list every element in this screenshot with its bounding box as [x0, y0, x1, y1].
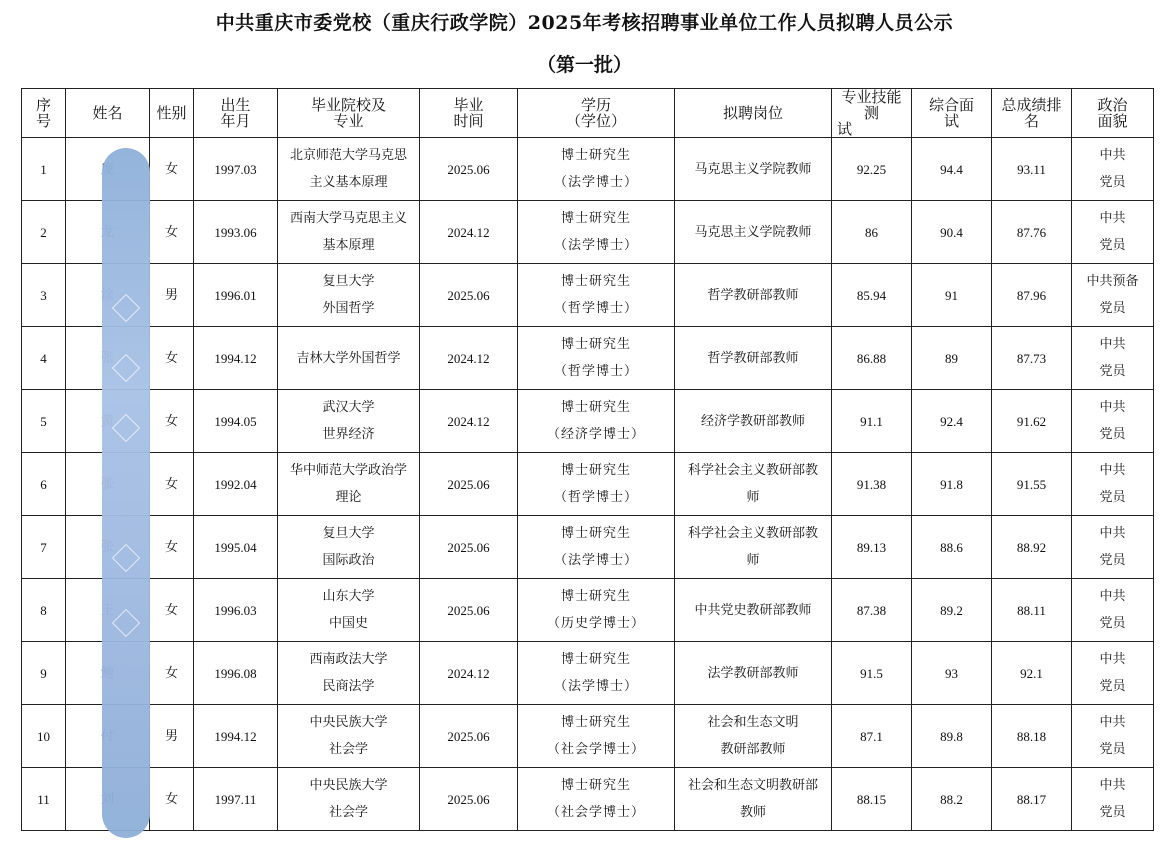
cell-school: 武汉大学 世界经济 — [278, 390, 420, 453]
table-row — [22, 327, 1154, 390]
header-school: 毕业院校及 专业 — [278, 89, 420, 138]
cell-no: 7 — [22, 516, 66, 579]
cell-post: 科学社会主义教研部教 师 — [675, 453, 832, 516]
cell-grad: 2025.06 — [420, 264, 518, 327]
cell-grad: 2025.06 — [420, 768, 518, 831]
cell-no: 6 — [22, 453, 66, 516]
cell-school: 中央民族大学 社会学 — [278, 768, 420, 831]
cell-total: 88.92 — [992, 516, 1072, 579]
cell-interview: 93 — [912, 642, 992, 705]
cell-birth: 1995.04 — [194, 516, 278, 579]
cell-politics: 中共 党员 — [1072, 642, 1154, 705]
blur-pattern-mark — [112, 354, 140, 382]
cell-skill: 87.38 — [832, 579, 912, 642]
cell-total: 87.96 — [992, 264, 1072, 327]
cell-grad: 2024.12 — [420, 201, 518, 264]
cell-birth: 1997.03 — [194, 138, 278, 201]
cell-school: 吉林大学外国哲学 — [278, 327, 420, 390]
cell-gender: 女 — [150, 768, 194, 831]
table-row — [22, 453, 1154, 516]
cell-birth: 1997.11 — [194, 768, 278, 831]
cell-no: 5 — [22, 390, 66, 453]
table-row — [22, 516, 1154, 579]
cell-skill: 88.15 — [832, 768, 912, 831]
cell-post: 哲学教研部教师 — [675, 327, 832, 390]
cell-skill: 91.38 — [832, 453, 912, 516]
cell-gender: 女 — [150, 516, 194, 579]
cell-post: 马克思主义学院教师 — [675, 201, 832, 264]
cell-total: 91.55 — [992, 453, 1072, 516]
cell-skill: 86 — [832, 201, 912, 264]
cell-gender: 女 — [150, 138, 194, 201]
cell-total: 87.73 — [992, 327, 1072, 390]
cell-post: 哲学教研部教师 — [675, 264, 832, 327]
name-redaction-blur — [102, 148, 150, 838]
table-row — [22, 138, 1154, 201]
cell-post: 社会和生态文明 教研部教师 — [675, 705, 832, 768]
cell-birth: 1994.05 — [194, 390, 278, 453]
table-row — [22, 579, 1154, 642]
cell-total: 87.76 — [992, 201, 1072, 264]
cell-birth: 1996.03 — [194, 579, 278, 642]
cell-no: 11 — [22, 768, 66, 831]
cell-no: 10 — [22, 705, 66, 768]
cell-degree: 博士研究生 （法学博士） — [518, 201, 675, 264]
cell-gender: 男 — [150, 264, 194, 327]
cell-no: 1 — [22, 138, 66, 201]
cell-skill: 87.1 — [832, 705, 912, 768]
page-title: 中共重庆市委党校（重庆行政学院）2025年考核招聘事业单位工作人员拟聘人员公示 — [215, 12, 954, 34]
cell-grad: 2024.12 — [420, 642, 518, 705]
cell-total: 91.62 — [992, 390, 1072, 453]
cell-grad: 2025.06 — [420, 579, 518, 642]
table-row — [22, 390, 1154, 453]
cell-post: 法学教研部教师 — [675, 642, 832, 705]
cell-interview: 89.2 — [912, 579, 992, 642]
cell-degree: 博士研究生 （社会学博士） — [518, 768, 675, 831]
cell-skill: 85.94 — [832, 264, 912, 327]
cell-interview: 89.8 — [912, 705, 992, 768]
table-row — [22, 642, 1154, 705]
cell-post: 中共党史教研部教师 — [675, 579, 832, 642]
table-row — [22, 768, 1154, 831]
cell-gender: 女 — [150, 390, 194, 453]
cell-interview: 88.2 — [912, 768, 992, 831]
cell-politics: 中共 党员 — [1072, 516, 1154, 579]
cell-degree: 博士研究生 （哲学博士） — [518, 453, 675, 516]
cell-gender: 女 — [150, 327, 194, 390]
cell-grad: 2024.12 — [420, 390, 518, 453]
cell-grad: 2025.06 — [420, 516, 518, 579]
cell-no: 2 — [22, 201, 66, 264]
cell-politics: 中共 党员 — [1072, 390, 1154, 453]
cell-skill: 91.1 — [832, 390, 912, 453]
cell-no: 8 — [22, 579, 66, 642]
cell-degree: 博士研究生 （法学博士） — [518, 642, 675, 705]
cell-birth: 1994.12 — [194, 705, 278, 768]
cell-grad: 2025.06 — [420, 138, 518, 201]
cell-interview: 94.4 — [912, 138, 992, 201]
cell-politics: 中共 党员 — [1072, 327, 1154, 390]
cell-skill: 91.5 — [832, 642, 912, 705]
cell-total: 88.11 — [992, 579, 1072, 642]
header-birth: 出生 年月 — [194, 89, 278, 138]
blur-pattern-mark — [112, 609, 140, 637]
cell-interview: 88.6 — [912, 516, 992, 579]
cell-degree: 博士研究生 （经济学博士） — [518, 390, 675, 453]
header-politics: 政治 面貌 — [1072, 89, 1154, 138]
cell-post: 社会和生态文明教研部 教师 — [675, 768, 832, 831]
cell-interview: 91 — [912, 264, 992, 327]
cell-politics: 中共 党员 — [1072, 579, 1154, 642]
cell-post: 马克思主义学院教师 — [675, 138, 832, 201]
cell-school: 西南政法大学 民商法学 — [278, 642, 420, 705]
cell-degree: 博士研究生 （法学博士） — [518, 516, 675, 579]
page-subtitle: （第一批） — [536, 54, 632, 76]
cell-total: 88.17 — [992, 768, 1072, 831]
cell-gender: 女 — [150, 642, 194, 705]
cell-interview: 90.4 — [912, 201, 992, 264]
cell-politics: 中共 党员 — [1072, 705, 1154, 768]
cell-school: 复旦大学 外国哲学 — [278, 264, 420, 327]
cell-gender: 女 — [150, 453, 194, 516]
cell-interview: 92.4 — [912, 390, 992, 453]
table-row — [22, 705, 1154, 768]
cell-politics: 中共预备 党员 — [1072, 264, 1154, 327]
blur-pattern-mark — [112, 544, 140, 572]
cell-skill: 86.88 — [832, 327, 912, 390]
cell-politics: 中共 党员 — [1072, 453, 1154, 516]
cell-no: 3 — [22, 264, 66, 327]
header-name: 姓名 — [66, 89, 150, 138]
cell-interview: 89 — [912, 327, 992, 390]
candidates-table — [21, 88, 1154, 831]
cell-school: 华中师范大学政治学 理论 — [278, 453, 420, 516]
blur-pattern-mark — [112, 414, 140, 442]
cell-degree: 博士研究生 （法学博士） — [518, 138, 675, 201]
table-row — [22, 201, 1154, 264]
cell-gender: 女 — [150, 579, 194, 642]
header-rank: 总成绩排 名 — [992, 89, 1072, 138]
cell-birth: 1996.08 — [194, 642, 278, 705]
header-gender: 性别 — [150, 89, 194, 138]
cell-total: 93.11 — [992, 138, 1072, 201]
cell-degree: 博士研究生 （哲学博士） — [518, 327, 675, 390]
header-degree: 学历 （学位） — [518, 89, 675, 138]
header-no: 序 号 — [22, 89, 66, 138]
cell-birth: 1992.04 — [194, 453, 278, 516]
cell-no: 4 — [22, 327, 66, 390]
header-interview: 综合面 试 — [912, 89, 992, 138]
cell-school: 西南大学马克思主义 基本原理 — [278, 201, 420, 264]
cell-degree: 博士研究生 （历史学博士） — [518, 579, 675, 642]
cell-total: 88.18 — [992, 705, 1072, 768]
cell-school: 复旦大学 国际政治 — [278, 516, 420, 579]
header-post: 拟聘岗位 — [675, 89, 832, 138]
cell-gender: 女 — [150, 201, 194, 264]
cell-total: 92.1 — [992, 642, 1072, 705]
cell-politics: 中共 党员 — [1072, 138, 1154, 201]
cell-grad: 2024.12 — [420, 327, 518, 390]
cell-gender: 男 — [150, 705, 194, 768]
cell-grad: 2025.06 — [420, 705, 518, 768]
cell-politics: 中共 党员 — [1072, 768, 1154, 831]
header-grad: 毕业 时间 — [420, 89, 518, 138]
header-skill: 专业技能 测 试 — [832, 89, 912, 138]
cell-school: 山东大学 中国史 — [278, 579, 420, 642]
cell-post: 科学社会主义教研部教 师 — [675, 516, 832, 579]
blur-pattern-mark — [112, 294, 140, 322]
cell-skill: 89.13 — [832, 516, 912, 579]
cell-school: 中央民族大学 社会学 — [278, 705, 420, 768]
cell-politics: 中共 党员 — [1072, 201, 1154, 264]
header-row — [22, 89, 1154, 138]
cell-skill: 92.25 — [832, 138, 912, 201]
cell-birth: 1994.12 — [194, 327, 278, 390]
cell-interview: 91.8 — [912, 453, 992, 516]
cell-birth: 1996.01 — [194, 264, 278, 327]
cell-birth: 1993.06 — [194, 201, 278, 264]
cell-grad: 2025.06 — [420, 453, 518, 516]
cell-school: 北京师范大学马克思 主义基本原理 — [278, 138, 420, 201]
cell-post: 经济学教研部教师 — [675, 390, 832, 453]
cell-degree: 博士研究生 （哲学博士） — [518, 264, 675, 327]
cell-no: 9 — [22, 642, 66, 705]
table-row — [22, 264, 1154, 327]
cell-degree: 博士研究生 （社会学博士） — [518, 705, 675, 768]
